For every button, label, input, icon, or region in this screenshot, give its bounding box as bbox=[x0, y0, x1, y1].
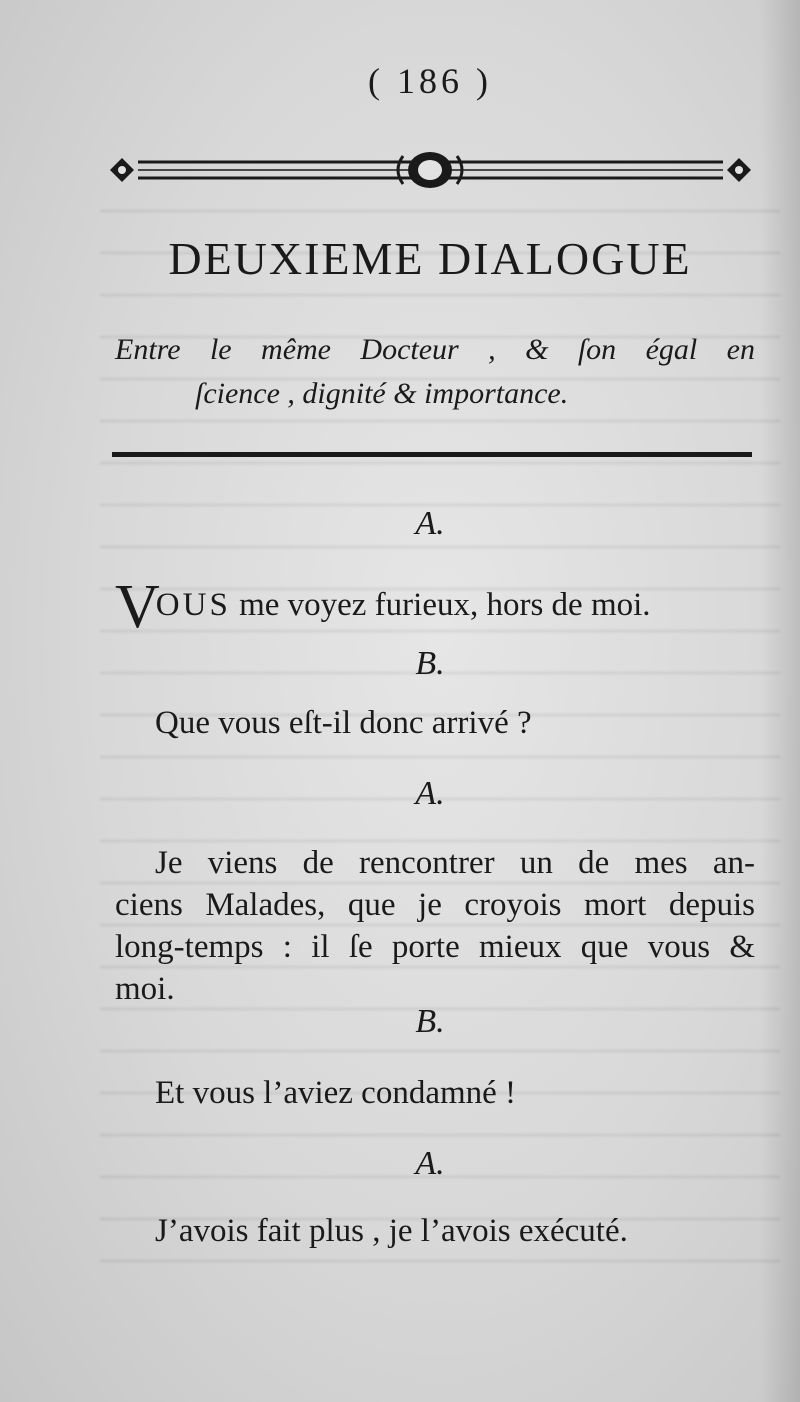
paragraph-line: long-temps : il ſe porte mieux que vous & bbox=[115, 929, 755, 965]
dialogue-text: me voyez furieux, hors de moi. bbox=[230, 587, 651, 623]
dialogue-line bbox=[115, 572, 755, 643]
dialogue-subtitle bbox=[115, 328, 755, 416]
dialogue-paragraph bbox=[115, 842, 755, 1010]
small-caps-word: OUS bbox=[155, 587, 231, 623]
drop-cap: V bbox=[115, 573, 160, 641]
speaker-label: B. bbox=[415, 645, 445, 682]
speaker-label: B. bbox=[415, 1003, 445, 1040]
page-number: ( 186 ) bbox=[368, 61, 492, 101]
decorative-header-ornament bbox=[108, 146, 753, 194]
section-divider bbox=[112, 452, 752, 457]
subtitle-line-2: ſcience , dignité & importance. bbox=[195, 377, 569, 410]
dialogue-line: Et vous l’aviez condamné ! bbox=[155, 1075, 517, 1111]
paragraph-line: moi. bbox=[115, 971, 175, 1007]
dialogue-line: J’avois fait plus , je l’avois exécuté. bbox=[155, 1213, 628, 1249]
subtitle-line-1: Entre le même Docteur , & ſon égal en bbox=[115, 333, 755, 366]
speaker-label: A. bbox=[415, 1145, 445, 1182]
dialogue-heading: DEUXIEME DIALOGUE bbox=[168, 233, 692, 284]
paragraph-line: Je viens de rencontrer un de mes an- bbox=[155, 845, 755, 881]
speaker-label: A. bbox=[415, 505, 445, 542]
page-edge-shadow bbox=[760, 0, 800, 1402]
speaker-label: A. bbox=[415, 775, 445, 812]
paragraph-line: ciens Malades, que je croyois mort depuis bbox=[115, 887, 755, 923]
dialogue-line: Que vous eſt-il donc arrivé ? bbox=[155, 705, 532, 741]
